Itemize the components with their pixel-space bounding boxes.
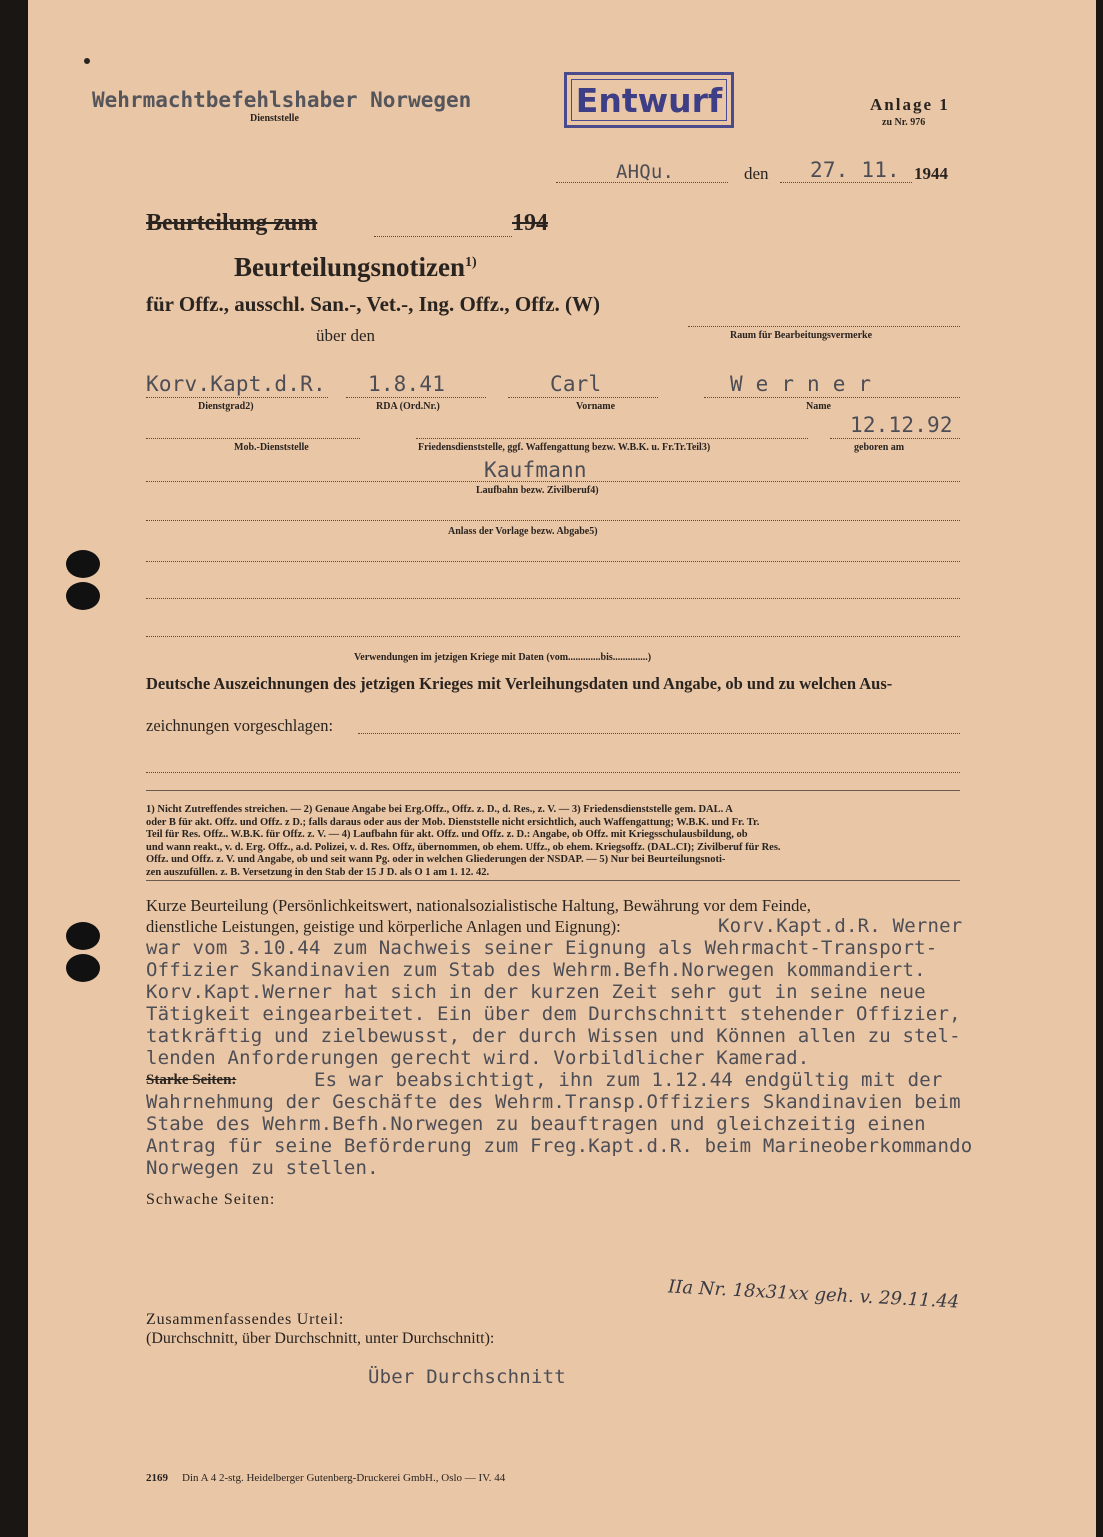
rda-caption: RDA (Ord.Nr.) xyxy=(376,401,440,412)
rank-caption: Dienstgrad2) xyxy=(198,401,254,412)
assessment-line: Es war beabsichtigt, ihn zum 1.12.44 endgültig mit der xyxy=(314,1069,943,1091)
first-name-caption: Vorname xyxy=(576,401,616,412)
struck-year: 194 xyxy=(512,210,548,236)
assessment-line: Korv.Kapt.d.R. Werner xyxy=(718,915,963,937)
first-name-value: Carl xyxy=(550,372,602,396)
rda-value: 1.8.41 xyxy=(368,372,446,396)
occasion-caption: Anlass der Vorlage bezw. Abgabe5) xyxy=(448,526,598,537)
summary-label-2: (Durchschnitt, über Durchschnitt, unter Durchschnitt): xyxy=(146,1330,495,1347)
imprint-number: 2169 xyxy=(146,1472,168,1484)
assessment-line: Wahrnehmung der Geschäfte des Wehrm.Transp.Offiziers Skandinavien beim xyxy=(146,1091,961,1113)
footnote-line: und wann reakt., v. d. Erg. Offz., a.d. Polizei, v. d. Res. Offz, übernommen, ob ehem. Uffz., ob ehem. Kriegsoffz. (DAL.CI); Zivilberuf für Res. xyxy=(146,841,781,853)
assessment-line: Stabe des Wehrm.Befh.Norwegen zu beauftragen und gleichzeitig einen xyxy=(146,1113,926,1135)
office-name: Wehrmachtbefehlshaber Norwegen xyxy=(92,88,472,112)
assessment-heading-2: dienstliche Leistungen, geistige und körperliche Anlagen und Eignung): xyxy=(146,917,621,936)
handwritten-note: IIa Nr. 18x31xx geh. v. 29.11.44 xyxy=(667,1276,960,1313)
office-caption: Dienststelle xyxy=(250,113,299,124)
surname-value: W e r n e r xyxy=(730,372,872,396)
career-caption: Laufbahn bezw. Zivilberuf4) xyxy=(476,485,599,496)
raum-caption: Raum für Bearbeitungsvermerke xyxy=(730,330,873,341)
assessment-line: Antrag für seine Beförderung zum Freg.Kapt.d.R. beim Marineoberkommando xyxy=(146,1135,973,1157)
weak-label: Schwache Seiten: xyxy=(146,1191,276,1208)
footnote-line: Teil für Res. Offz.. W.B.K. für Offz. z. V. — 4) Laufbahn für akt. Offz. und Offz. z. D.: Angabe, ob Offz. mit Kriegsschulausbildung, ob xyxy=(146,829,748,841)
surname-caption: Name xyxy=(806,401,831,412)
footnote-line: Offz. und Offz. z. V. und Angabe, ob und seit wann Pg. oder in welchen Gliederungen der NSDAP. — 5) Nur bei Beurteilungsnoti- xyxy=(146,854,726,866)
peace-caption: Friedensdienststelle, ggf. Waffengattung bezw. W.B.K. u. Fr.Tr.Teil3) xyxy=(418,442,711,453)
assessment-line: war vom 3.10.44 zum Nachweis seiner Eignung als Wehrmacht-Transport- xyxy=(146,937,938,959)
draft-stamp-text: Entwurf xyxy=(575,81,723,120)
footnote-line: oder B für akt. Offz. und Offz. z D.; falls daraus oder aus der Mob. Dienststelle nicht ersichtlich, auch Waffengattung; W.B.K. und Fr. Tr. xyxy=(146,816,760,828)
summary-value: Über Durchschnitt xyxy=(368,1366,566,1388)
assessment-line: tatkräftig und zielbewusst, der durch Wissen und Können allen zu stel- xyxy=(146,1025,961,1047)
struck-title: Beurteilung zum xyxy=(146,210,318,236)
year-value: 1944 xyxy=(914,164,948,183)
annex-title: Anlage 1 xyxy=(870,95,950,114)
footnotes xyxy=(146,804,966,880)
assessment-heading-1: Kurze Beurteilung (Persönlichkeitswert, nationalsozialistische Haltung, Bewährung vor dem Feinde, xyxy=(146,896,811,915)
awards-line-2: zeichnungen vorgeschlagen: xyxy=(146,716,334,735)
draft-stamp xyxy=(564,72,734,128)
annex-ref: zu Nr. 976 xyxy=(882,117,926,128)
mob-caption: Mob.-Dienststelle xyxy=(234,442,309,453)
form-subtitle: für Offz., ausschl. San.-, Vet.-, Ing. Offz., Offz. (W) xyxy=(146,292,601,316)
birth-caption: geboren am xyxy=(854,442,905,453)
form-page xyxy=(28,0,1096,1537)
date-value: 27. 11. xyxy=(810,158,900,182)
assessment-line: Korv.Kapt.Werner hat sich in der kurzen Zeit sehr gut in seine neue xyxy=(146,981,926,1003)
rank-value: Korv.Kapt.d.R. xyxy=(146,372,326,396)
assessment-line: Tätigkeit eingearbeitet. Ein über dem Durchschnitt stehender Offizier, xyxy=(146,1003,961,1025)
awards-line-1: Deutsche Auszeichnungen des jetzigen Krieges mit Verleihungsdaten und Angabe, ob und zu welchen Aus- xyxy=(146,674,893,693)
birth-value: 12.12.92 xyxy=(850,413,953,437)
punch-hole-top xyxy=(66,550,100,610)
assessment-line: Offizier Skandinavien zum Stab des Wehrm.Befh.Norwegen kommandiert. xyxy=(146,959,926,981)
imprint-text: Din A 4 2-stg. Heidelberger Gutenberg-Druckerei GmbH., Oslo — IV. 44 xyxy=(182,1472,506,1484)
assignments-caption: Verwendungen im jetzigen Kriege mit Daten (vom.............bis..............) xyxy=(354,652,652,663)
career-value: Kaufmann xyxy=(484,458,587,482)
footnote-line: zen auszufüllen. z. B. Versetzung in den Stab der 15 J D. als O 1 am 1. 12. 42. xyxy=(146,866,490,878)
footnote-line: 1) Nicht Zutreffendes streichen. — 2) Genaue Angabe bei Erg.Offz., Offz. z. D., d. Res., z. V. — 3) Friedensdienststelle gem. DAL. A xyxy=(146,804,733,815)
struck-strengths-label: Starke Seiten: xyxy=(146,1072,237,1088)
mark-dot xyxy=(84,58,90,64)
date-prefix: den xyxy=(744,164,769,183)
summary-label-1: Zusammenfassendes Urteil: xyxy=(146,1311,345,1328)
place-value: AHQu. xyxy=(616,161,675,183)
ueber-den: über den xyxy=(316,326,376,345)
assessment-line: lenden Anforderungen gerecht wird. Vorbildlicher Kamerad. xyxy=(146,1047,810,1069)
punch-hole-bottom xyxy=(66,922,100,982)
assessment-line: Norwegen zu stellen. xyxy=(146,1157,379,1179)
form-title: Beurteilungsnotizen$^{1)}$ xyxy=(234,252,477,282)
